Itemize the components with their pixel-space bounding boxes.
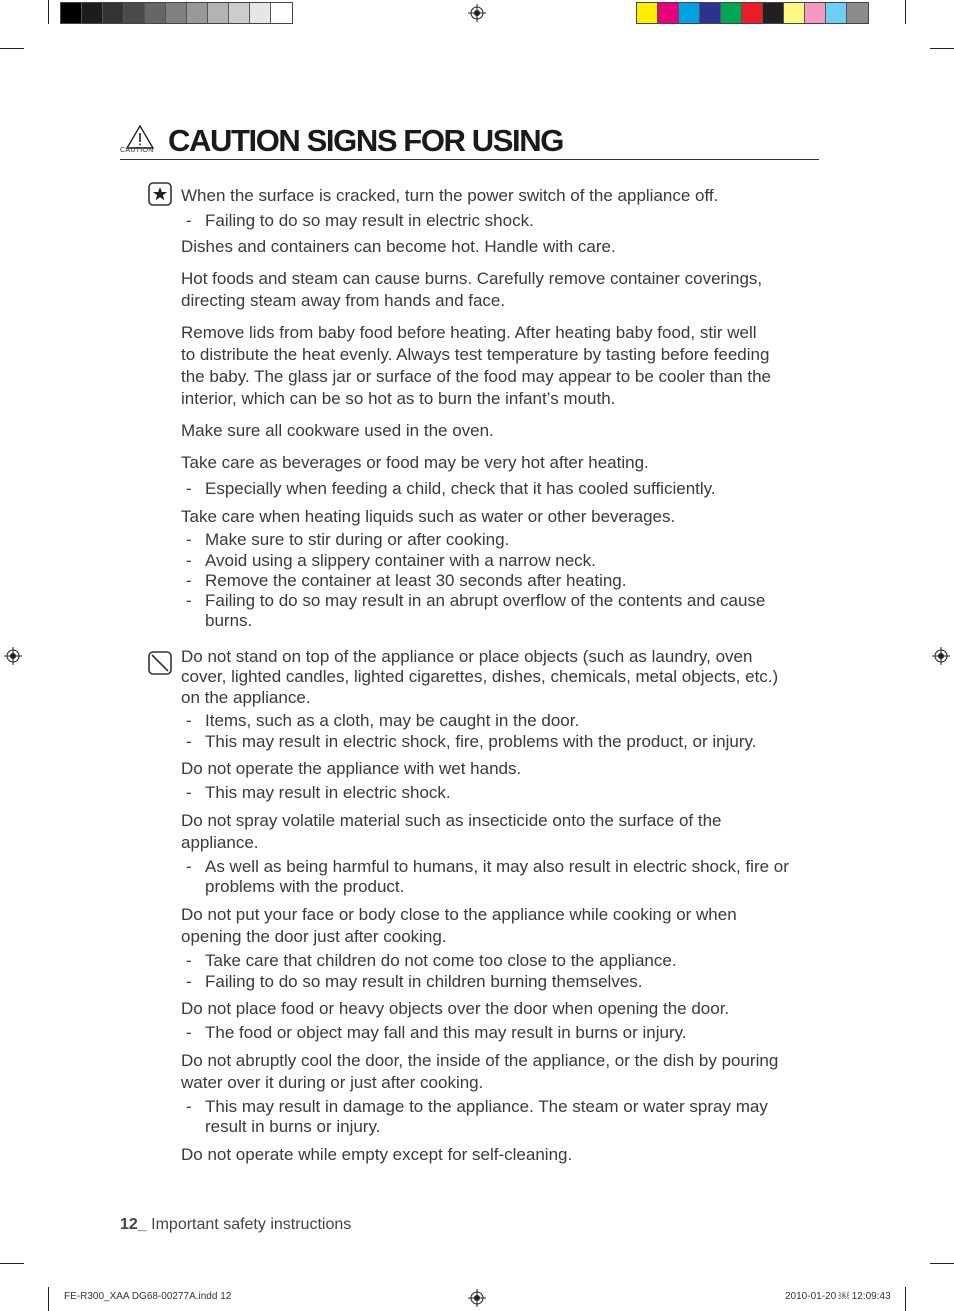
dash: - xyxy=(186,951,192,970)
paragraph: Make sure all cookware used in the oven. xyxy=(181,421,494,440)
dash: - xyxy=(186,591,192,610)
dash-text: Take care that children do not come too close to the appliance. xyxy=(205,951,677,970)
paragraph: Dishes and containers can become hot. Handle with care. xyxy=(181,237,616,256)
dash-text: The food or object may fall and this may result in burns or injury. xyxy=(205,1023,687,1042)
dash: - xyxy=(186,479,192,498)
page-title: CAUTION SIGNS FOR USING xyxy=(168,123,563,158)
color-swatch xyxy=(742,3,763,23)
crop-mark xyxy=(0,48,24,49)
crop-mark xyxy=(48,1287,49,1311)
color-swatch xyxy=(145,3,166,23)
dash-text: Failing to do so may result in children burning themselves. xyxy=(205,972,643,991)
crop-mark xyxy=(0,1263,24,1264)
paragraph: Do not abruptly cool the door, the inside of the appliance, or the dish by pouring xyxy=(181,1051,779,1070)
paragraph: Do not spray volatile material such as insecticide onto the surface of the xyxy=(181,811,722,830)
crop-mark xyxy=(930,1263,954,1264)
paragraph: opening the door just after cooking. xyxy=(181,927,447,946)
dash-text: Make sure to stir during or after cooking. xyxy=(205,530,510,549)
paragraph: Hot foods and steam can cause burns. Carefully remove container coverings, xyxy=(181,269,763,288)
color-swatch xyxy=(166,3,187,23)
dash-text: As well as being harmful to humans, it may also result in electric shock, fire or xyxy=(205,857,789,876)
paragraph: Take care as beverages or food may be very hot after heating. xyxy=(181,453,649,472)
registration-target-icon xyxy=(468,4,486,22)
paragraph: Do not put your face or body close to the appliance while cooking or when xyxy=(181,905,737,924)
dash: - xyxy=(186,857,192,876)
color-swatch xyxy=(229,3,250,23)
page-footer xyxy=(120,1216,351,1234)
paragraph: cover, lighted candles, lighted cigarettes, dishes, chemicals, metal objects, etc.) xyxy=(181,667,779,686)
color-swatch xyxy=(187,3,208,23)
color-swatch xyxy=(784,3,805,23)
paragraph: the baby. The glass jar or surface of the food may appear to be cooler than the xyxy=(181,367,772,386)
paragraph: When the surface is cracked, turn the power switch of the appliance off. xyxy=(181,186,719,205)
paragraph: to distribute the heat evenly. Always test temperature by tasting before feeding xyxy=(181,345,770,364)
color-swatch xyxy=(637,3,658,23)
color-swatch xyxy=(250,3,271,23)
paragraph: Do not stand on top of the appliance or place objects (such as laundry, oven xyxy=(181,647,753,666)
registration-target-icon xyxy=(4,647,22,665)
dash-text: problems with the product. xyxy=(205,877,405,896)
paragraph: on the appliance. xyxy=(181,688,311,707)
color-swatch xyxy=(61,3,82,23)
crop-mark xyxy=(48,0,49,24)
dash: - xyxy=(186,1023,192,1042)
color-swatch xyxy=(208,3,229,23)
dash-text: burns. xyxy=(205,611,253,630)
dash: - xyxy=(186,711,192,730)
dash-text: result in burns or injury. xyxy=(205,1117,381,1136)
caution-label: CAUTION xyxy=(120,147,154,154)
paragraph: Take care when heating liquids such as water or other beverages. xyxy=(181,507,676,526)
paragraph: Do not place food or heavy objects over the door when opening the door. xyxy=(181,999,730,1018)
color-swatch xyxy=(847,3,868,23)
dash: - xyxy=(186,571,192,590)
paragraph: Do not operate while empty except for self-cleaning. xyxy=(181,1145,573,1164)
dash-text: Especially when feeding a child, check that it has cooled sufficiently. xyxy=(205,479,716,498)
dash: - xyxy=(186,972,192,991)
file-slug: FE-R300_XAA DG68-00277A.indd 12 xyxy=(64,1291,232,1302)
color-swatch xyxy=(805,3,826,23)
dash-text: This may result in electric shock, fire, problems with the product, or injury. xyxy=(205,732,757,751)
color-swatch xyxy=(124,3,145,23)
paragraph: Remove lids from baby food before heating. After heating baby food, stir well xyxy=(181,323,757,342)
date-slug: 2010-01-20 ￼ 12:09:43 xyxy=(785,1291,891,1302)
dash-text: Items, such as a cloth, may be caught in the door. xyxy=(205,711,580,730)
section-name: Important safety instructions xyxy=(151,1216,352,1233)
paragraph: water over it during or just after cooking. xyxy=(181,1073,484,1092)
color-swatch xyxy=(700,3,721,23)
crop-mark xyxy=(905,1287,906,1311)
color-swatch xyxy=(826,3,847,23)
crop-mark xyxy=(905,0,906,24)
dash: - xyxy=(186,1097,192,1116)
color-swatch xyxy=(658,3,679,23)
paragraph: interior, which can be so hot as to burn the infant’s mouth. xyxy=(181,389,616,408)
page-number: 12_ xyxy=(120,1216,147,1233)
dash-text: Failing to do so may result in electric shock. xyxy=(205,211,534,230)
dash: - xyxy=(186,551,192,570)
dash-text: Failing to do so may result in an abrupt overflow of the contents and cause xyxy=(205,591,766,610)
star-in-box-icon xyxy=(148,182,172,206)
cmyk-color-bar xyxy=(636,2,869,24)
color-swatch xyxy=(271,3,292,23)
dash: - xyxy=(186,783,192,802)
dash-text: This may result in electric shock. xyxy=(205,783,451,802)
color-swatch xyxy=(721,3,742,23)
registration-target-icon xyxy=(468,1289,486,1307)
grayscale-color-bar xyxy=(60,2,293,24)
color-swatch xyxy=(103,3,124,23)
dash-text: Remove the container at least 30 seconds after heating. xyxy=(205,571,627,590)
paragraph: appliance. xyxy=(181,833,259,852)
section-title-bar xyxy=(120,122,819,160)
registration-target-icon xyxy=(932,647,950,665)
dash-text: This may result in damage to the appliance. The steam or water spray may xyxy=(205,1097,768,1116)
color-swatch xyxy=(763,3,784,23)
dash: - xyxy=(186,732,192,751)
paragraph: Do not operate the appliance with wet hands. xyxy=(181,759,522,778)
dash: - xyxy=(186,211,192,230)
paragraph: directing steam away from hands and face. xyxy=(181,291,506,310)
color-swatch xyxy=(82,3,103,23)
color-swatch xyxy=(679,3,700,23)
dash-text: Avoid using a slippery container with a narrow neck. xyxy=(205,551,596,570)
prohibition-box-icon xyxy=(148,651,172,675)
crop-mark xyxy=(930,48,954,49)
dash: - xyxy=(186,530,192,549)
